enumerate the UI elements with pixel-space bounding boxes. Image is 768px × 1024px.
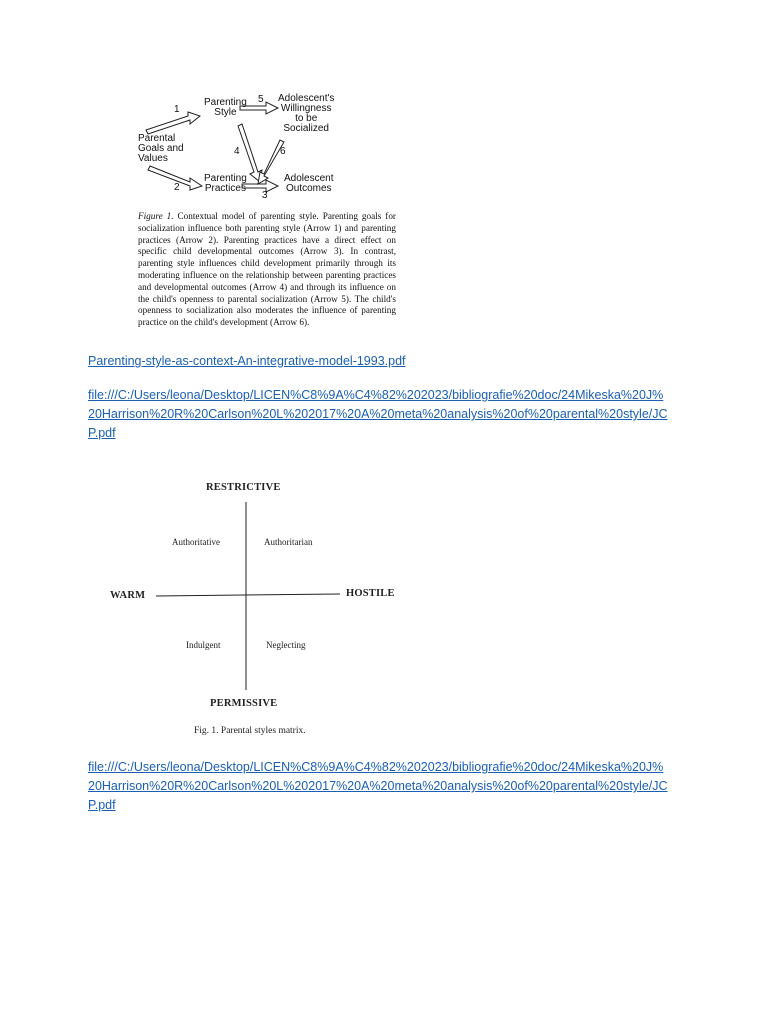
axis-label-warm: WARM — [110, 590, 146, 601]
figure2-caption: Fig. 1. Parental styles matrix. — [194, 726, 306, 736]
quadrant-authoritative: Authoritative — [172, 537, 220, 547]
quadrant-authoritarian: Authoritarian — [264, 537, 313, 547]
link-jcp-pdf-1[interactable]: file:///C:/Users/leona/Desktop/LICEN%C8%9A%C4%82%202023/bibliografie%20doc/24Mikeska%20J%20Harrison%20R%20Carlson%20L%202017%20A%20meta%20analysis%20of%20parental%20style/JCP.pdf — [88, 388, 668, 440]
figure1-caption — [138, 211, 396, 329]
node-parental-goals: Parental Goals and Values — [138, 133, 184, 164]
node-parenting-style: Parenting Style — [204, 97, 247, 118]
figure1-caption-label: Figure 1. — [138, 211, 174, 221]
node-parenting-practices: Parenting Practices — [204, 173, 247, 194]
arrow-label-5: 5 — [258, 94, 264, 105]
axis-label-hostile: HOSTILE — [346, 588, 395, 599]
axis-label-permissive: PERMISSIVE — [210, 698, 278, 709]
quadrant-neglecting: Neglecting — [266, 640, 306, 650]
quadrant-indulgent: Indulgent — [186, 640, 221, 650]
figure-parental-styles-matrix — [100, 478, 410, 743]
axis-label-restrictive: RESTRICTIVE — [206, 482, 281, 493]
node-adolescent-outcomes: Adolescent Outcomes — [284, 173, 334, 194]
arrow-label-2: 2 — [174, 182, 180, 193]
arrow-label-3: 3 — [262, 190, 268, 201]
figure-contextual-model — [138, 88, 398, 346]
node-adolescent-willingness: Adolescent's Willingness to be Socialized — [278, 93, 335, 134]
arrow-label-6: 6 — [280, 146, 286, 157]
arrow-label-1: 1 — [174, 104, 180, 115]
arrow-label-4: 4 — [234, 146, 240, 157]
figure1-caption-text: Contextual model of parenting style. Parenting goals for socialization influence both parenting style (Arrow 1) and parenting practices (Arrow 2). Parenting practices have a direct effect on specific child developmental outcomes (Arrow 3). In contrast, parenting style influences child development primarily through its moderating influence on the relationship between parenting practices and developmental outcomes (Arrow 4) and through its influence on the child's openness to parental socialization (Arrow 5). The child's openness to socialization also moderates the influence of parenting practice on the child's development (Arrow 6). — [138, 211, 396, 328]
link-parenting-style-pdf[interactable]: Parenting-style-as-context-An-integrative-model-1993.pdf — [88, 354, 406, 368]
link-jcp-pdf-2[interactable]: file:///C:/Users/leona/Desktop/LICEN%C8%9A%C4%82%202023/bibliografie%20doc/24Mikeska%20J%20Harrison%20R%20Carlson%20L%202017%20A%20meta%20analysis%20of%20parental%20style/JCP.pdf — [88, 760, 668, 812]
